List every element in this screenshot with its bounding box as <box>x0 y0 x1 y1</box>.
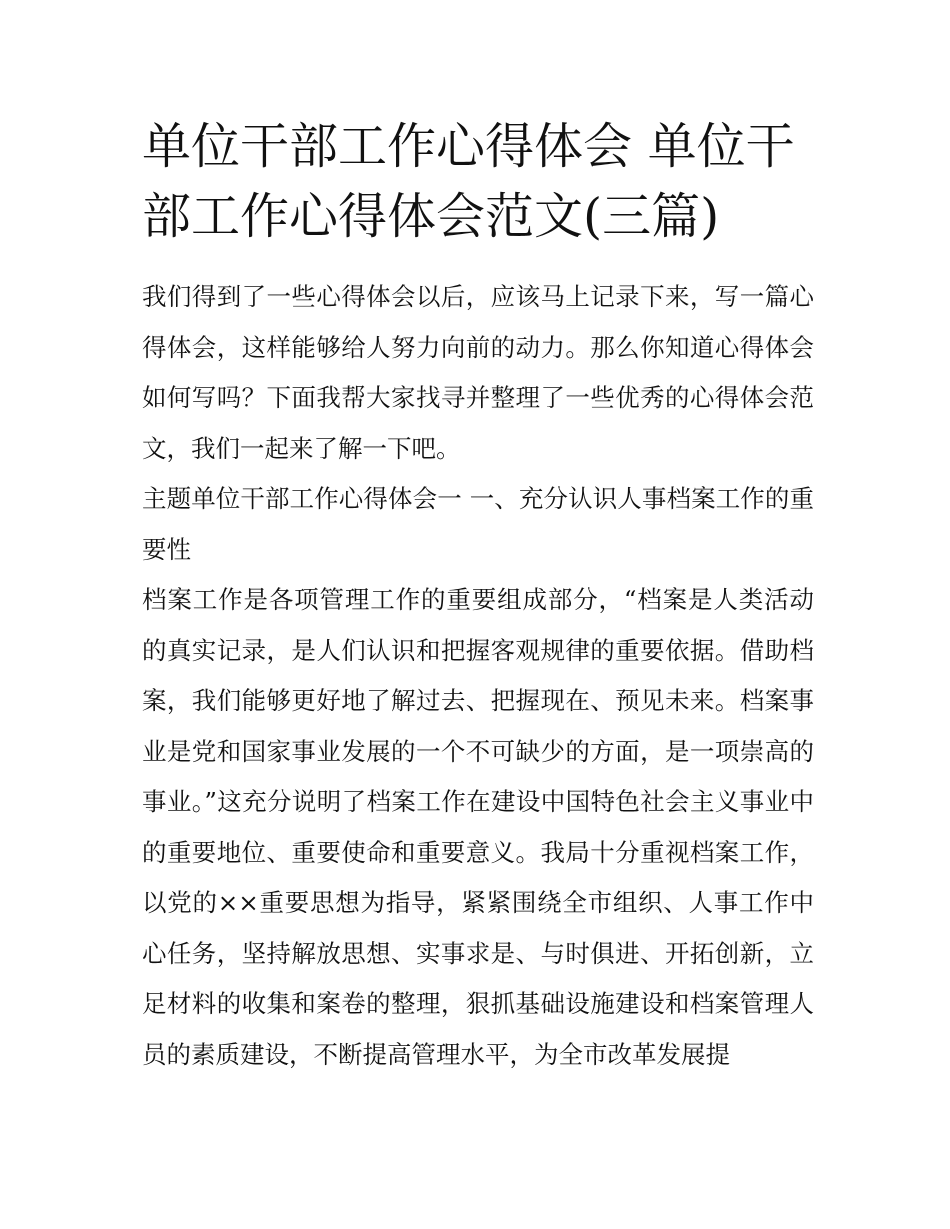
section-heading: 主题单位干部工作心得体会一 一、充分认识人事档案工作的重要性 <box>142 484 814 564</box>
document-body <box>142 112 814 1080</box>
body-paragraph: 档案工作是各项管理工作的重要组成部分，“档案是人类活动的真实记录，是人们认识和把握客观规律的重要依据。借助档案，我们能够更好地了解过去、把握现在、预见未来。档案事业是党和国家事业发展的一个不可缺少的方面，是一项崇高的事业。”这充分说明了档案工作在建设中国特色社会主义事业中的重要地位、重要使命和重要意义。我局十分重视档案工作，以党的××重要思想为指导，紧紧围绕全市组织、人事工作中心任务，坚持解放思想、实事求是、与时俱进、开拓创新，立足材料的收集和案卷的整理，狠抓基础设施建设和档案管理人员的素质建设，不断提高管理水平，为全市改革发展提 <box>142 585 814 1069</box>
intro-paragraph: 我们得到了一些心得体会以后，应该马上记录下来，写一篇心得体会，这样能够给人努力向前的动力。那么你知道心得体会如何写吗？下面我帮大家找寻并整理了一些优秀的心得体会范文，我们一起来了解一下吧。 <box>142 282 814 463</box>
document-title: 单位干部工作心得体会 单位干部工作心得体会范文(三篇) <box>142 118 795 245</box>
